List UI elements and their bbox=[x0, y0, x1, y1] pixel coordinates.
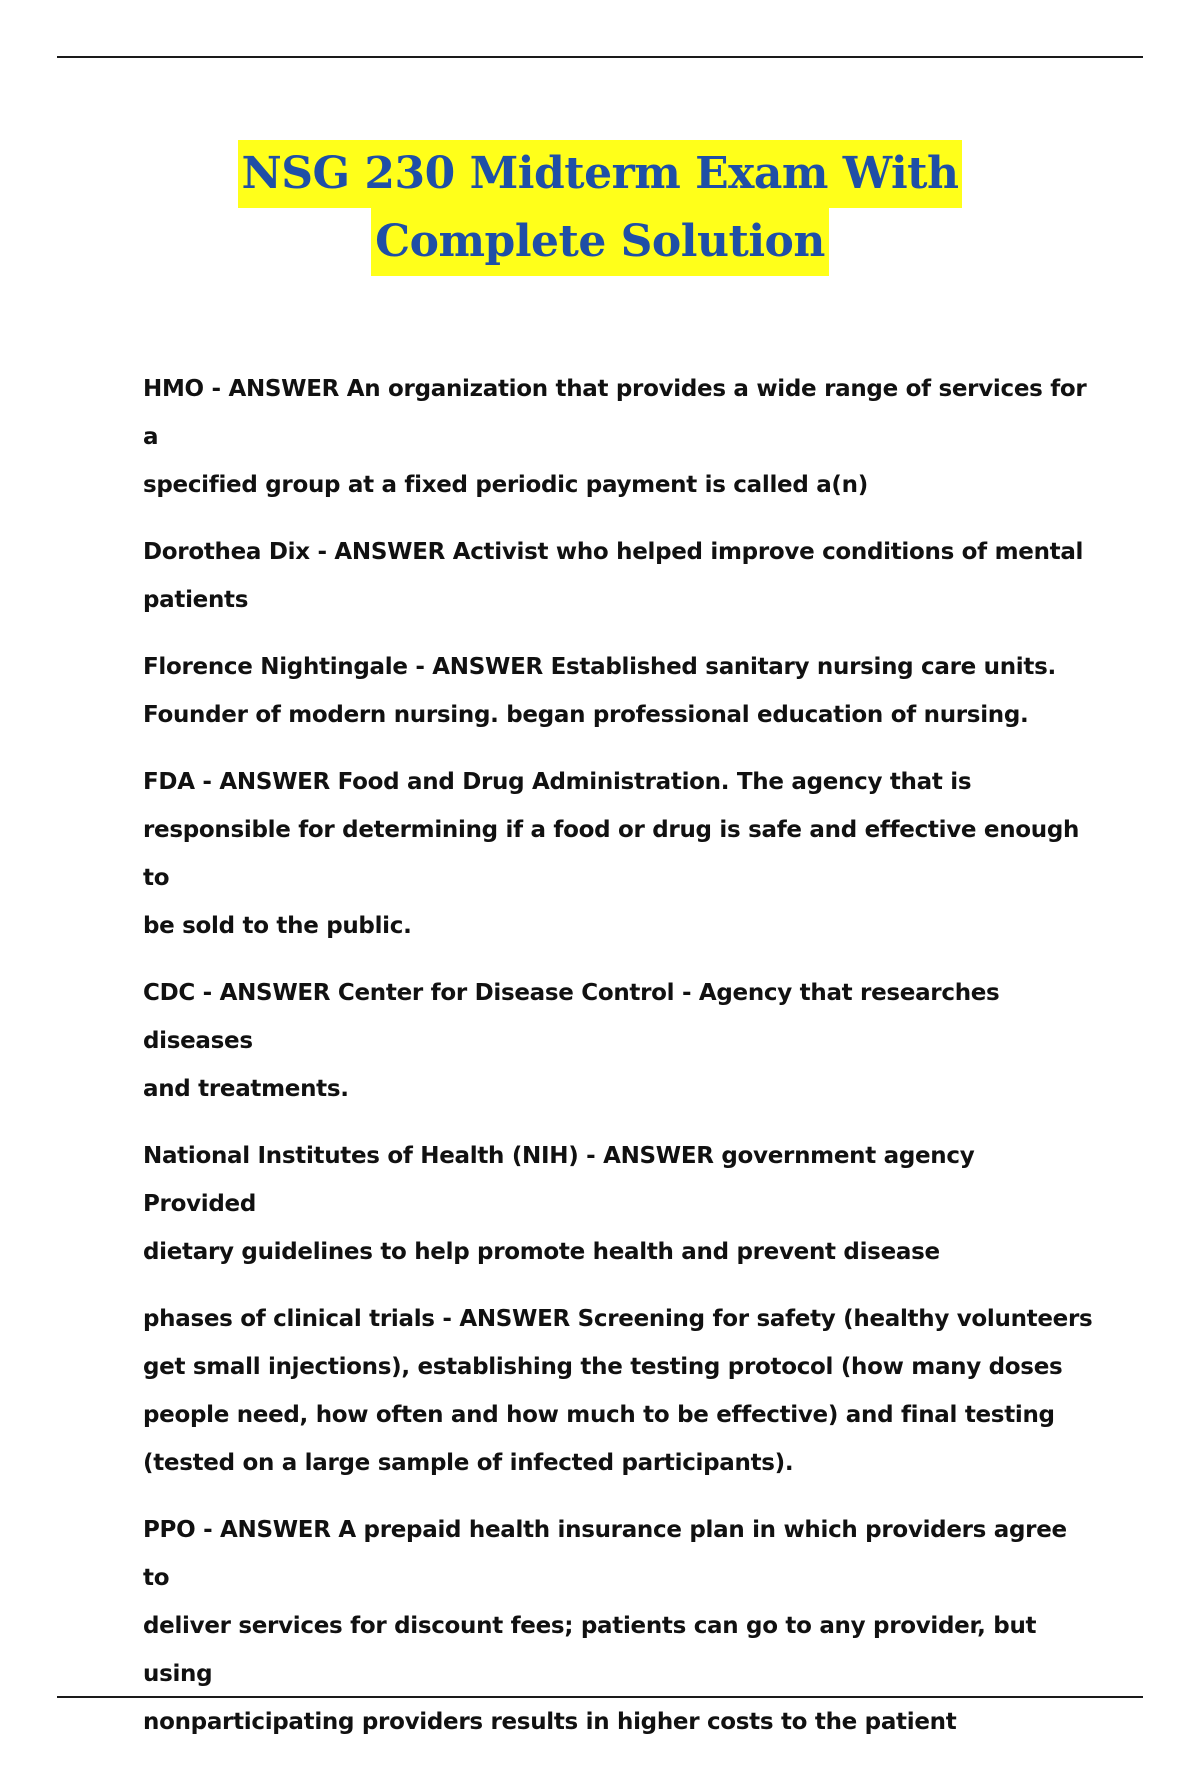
title-line-1: NSG 230 Midterm Exam With bbox=[238, 140, 963, 208]
qa-list bbox=[143, 365, 1093, 1765]
document-title bbox=[0, 140, 1200, 276]
header-rule bbox=[57, 56, 1143, 58]
qa-entry-fda: FDA - ANSWER Food and Drug Administration. The agency that is responsible for determining if a food or drug is safe and effective enough to be sold to the public. bbox=[143, 769, 1080, 939]
qa-entry-hmo: HMO - ANSWER An organization that provides a wide range of services for a specified group at a fixed periodic payment is called a(n) bbox=[143, 376, 1087, 498]
footer-rule bbox=[57, 1696, 1143, 1698]
title-line-2: Complete Solution bbox=[371, 208, 829, 276]
qa-entry-clinical-trials: phases of clinical trials - ANSWER Screening for safety (healthy volunteers get small injections), establishing the testing protocol (how many doses people need, how often and how much to be effective) and final testing (tested on a large sample of infected participants). bbox=[143, 1306, 1093, 1476]
qa-entry-cdc: CDC - ANSWER Center for Disease Control - Agency that researches diseases and treatments. bbox=[143, 980, 1000, 1102]
qa-entry-dorothea-dix: Dorothea Dix - ANSWER Activist who helped improve conditions of mental patients bbox=[143, 539, 1084, 613]
qa-entry-ppo: PPO - ANSWER A prepaid health insurance plan in which providers agree to deliver services for discount fees; patients can go to any provider, but using nonparticipating providers results in higher costs to the patient bbox=[143, 1517, 1067, 1735]
qa-entry-nih: National Institutes of Health (NIH) - ANSWER government agency Provided dietary guidelines to help promote health and prevent disease bbox=[143, 1143, 975, 1265]
qa-entry-florence-nightingale: Florence Nightingale - ANSWER Established sanitary nursing care units. Founder of modern nursing. began professional education of nursing. bbox=[143, 654, 1056, 728]
